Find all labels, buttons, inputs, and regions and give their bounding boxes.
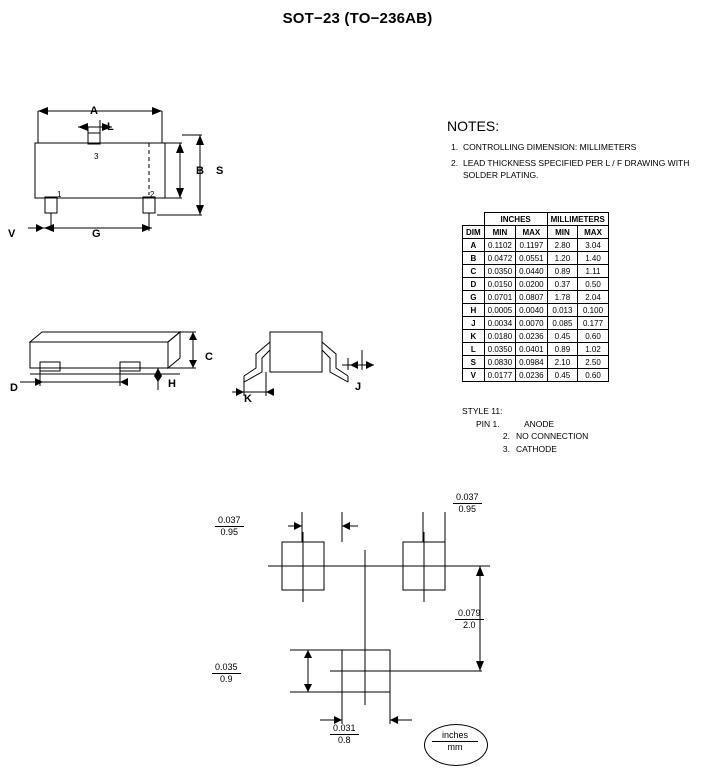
cell-in-min: 0.0830 [484,356,515,369]
note-text-1: CONTROLLING DIMENSION: MILLIMETERS [463,142,637,152]
note-number-1: 1. [451,142,459,152]
dim-label-H: H [168,378,176,390]
label-mm: 2.0 [463,620,476,630]
table-row [463,265,609,278]
style-heading: STYLE 11: [462,406,503,416]
cell-in-max: 0.0070 [516,317,547,330]
cell-in-min: 0.1102 [484,239,515,252]
label-inches: 0.035 [212,662,241,674]
pin-name-1: ANODE [524,418,555,429]
cell-in-min: 0.0350 [484,343,515,356]
cell-dim: H [463,304,485,317]
label-inches: 0.031 [330,723,359,735]
notes-heading: NOTES: [447,118,500,134]
table-row [463,278,609,291]
cell-mm-max: 2.04 [578,291,609,304]
dim-label-L: L [107,121,114,133]
empty-corner-cell [463,213,485,226]
cell-in-min: 0.0177 [484,369,515,382]
footprint-label-pad-pitch-vertical [455,608,484,631]
dim-label-K: K [244,393,252,405]
label-mm: 0.95 [458,504,477,514]
cell-in-min: 0.0472 [484,252,515,265]
cell-dim: J [463,317,485,330]
pin-row-3 [462,443,588,456]
pin-number-2: 2 [150,190,155,199]
footprint-label-pad-width-right [453,492,482,515]
cell-in-max: 0.0236 [516,369,547,382]
pin-row-2 [462,430,588,443]
note-item-1 [451,141,712,153]
cell-in-max: 0.0040 [516,304,547,317]
footprint-svg [190,480,610,770]
cell-dim: L [463,343,485,356]
cell-dim: C [463,265,485,278]
cell-mm-max: 1.02 [578,343,609,356]
note-number-2: 2. [451,158,459,168]
cell-mm-min: 0.013 [547,304,578,317]
dim-label-V: V [8,228,16,240]
units-mm: mm [447,742,463,752]
group-header-inches: INCHES [484,213,547,226]
cell-in-max: 0.0401 [516,343,547,356]
cell-mm-min: 0.085 [547,317,578,330]
table-header-row [463,226,609,239]
cell-mm-max: 0.60 [578,369,609,382]
note-text-2-cont: SOLDER PLATING. [463,170,539,180]
col-header-in-max: MAX [516,226,547,239]
label-mm: 0.9 [220,674,233,684]
pin-name-2: NO CONNECTION [516,431,589,441]
cell-in-min: 0.0034 [484,317,515,330]
cell-mm-min: 2.80 [547,239,578,252]
dim-label-D: D [10,382,18,394]
footprint-label-pad-width-left [215,515,244,538]
col-header-mm-max: MAX [578,226,609,239]
cell-in-max: 0.0807 [516,291,547,304]
pin-number-1: 1 [57,190,62,199]
cell-mm-min: 0.45 [547,369,578,382]
cell-mm-min: 0.89 [547,265,578,278]
cell-mm-max: 1.11 [578,265,609,278]
cell-in-max: 0.0984 [516,356,547,369]
dim-label-A: A [90,105,98,117]
pin-number-label-1: PIN 1. [476,418,500,429]
cell-dim: K [463,330,485,343]
dim-label-S: S [216,165,224,177]
cell-dim: D [463,278,485,291]
cell-in-min: 0.0701 [484,291,515,304]
label-inches: 0.079 [455,608,484,620]
label-inches: 0.037 [453,492,482,504]
cell-in-max: 0.0551 [516,252,547,265]
side-view-svg [8,310,218,420]
dim-label-J: J [355,381,362,393]
label-mm: 0.8 [338,735,351,745]
table-row [463,304,609,317]
pin-number-3: 3 [94,152,99,161]
pin-number-label-2: 2. [502,431,510,441]
table-row [463,317,609,330]
cell-in-min: 0.0005 [484,304,515,317]
cell-mm-max: 3.04 [578,239,609,252]
style-block [462,405,588,455]
dim-label-C: C [205,351,213,363]
cell-mm-min: 2.10 [547,356,578,369]
cell-mm-min: 1.78 [547,291,578,304]
table-row [463,239,609,252]
units-inches: inches [432,730,478,742]
cell-mm-max: 0.177 [578,317,609,330]
label-mm: 0.95 [220,527,239,537]
pin-row-1 [462,418,588,431]
dim-label-B: B [196,165,204,177]
table-row [463,291,609,304]
cell-mm-max: 1.40 [578,252,609,265]
cell-in-max: 0.1197 [516,239,547,252]
cell-dim: A [463,239,485,252]
cell-mm-min: 1.20 [547,252,578,265]
pin-number-label-3: 3. [502,443,510,454]
cell-mm-max: 0.60 [578,330,609,343]
col-header-mm-min: MIN [547,226,578,239]
table-row [463,356,609,369]
dim-label-G: G [92,228,101,240]
table-row [463,343,609,356]
cell-in-max: 0.0200 [516,278,547,291]
cell-mm-min: 0.89 [547,343,578,356]
cell-in-max: 0.0440 [516,265,547,278]
table-row [463,369,609,382]
cell-mm-max: 0.50 [578,278,609,291]
cell-mm-min: 0.37 [547,278,578,291]
table-group-header-row [463,213,609,226]
cell-in-max: 0.0236 [516,330,547,343]
cell-dim: B [463,252,485,265]
cell-mm-min: 0.45 [547,330,578,343]
units-note [432,730,478,753]
footprint-label-pad-height-bottom [212,662,241,685]
cell-in-min: 0.0150 [484,278,515,291]
cell-in-min: 0.0350 [484,265,515,278]
cell-mm-max: 0.100 [578,304,609,317]
footprint-label-pad-width-bottom [330,723,359,746]
cell-dim: G [463,291,485,304]
table-row [463,252,609,265]
note-text-2: LEAD THICKNESS SPECIFIED PER L / F DRAWING WITH [463,158,690,168]
label-inches: 0.037 [215,515,244,527]
col-header-in-min: MIN [484,226,515,239]
notes-block [447,118,712,181]
cell-in-min: 0.0180 [484,330,515,343]
page-title: SOT−23 (TO−236AB) [282,10,433,27]
dimension-table [462,212,609,382]
group-header-millimeters: MILLIMETERS [547,213,608,226]
note-item-2 [451,157,712,169]
pin-name-3: CATHODE [516,443,557,454]
cell-mm-max: 2.50 [578,356,609,369]
table-row [463,330,609,343]
col-header-dim: DIM [463,226,485,239]
cell-dim: S [463,356,485,369]
cell-dim: V [463,369,485,382]
